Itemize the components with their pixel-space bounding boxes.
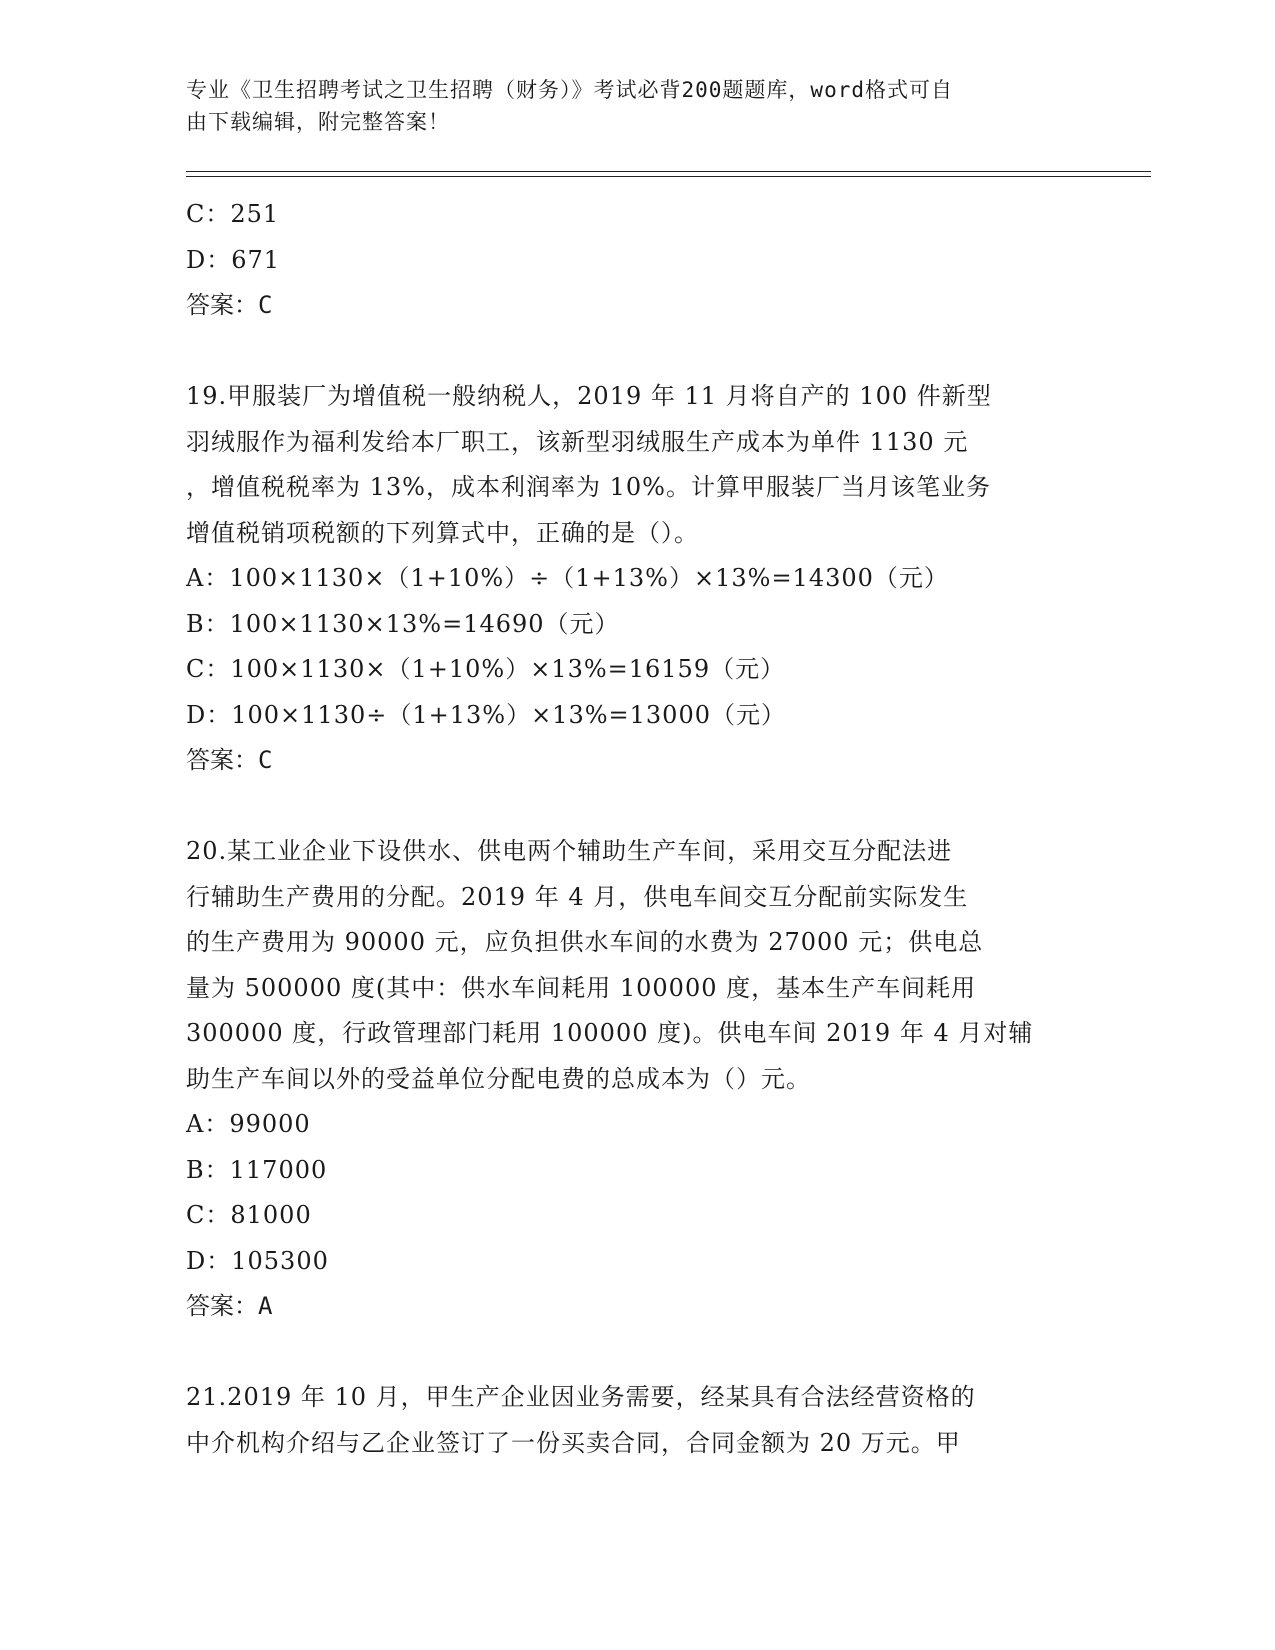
answer-line: 答案：A (186, 1292, 273, 1320)
question-text-line: 19.甲服装厂为增值税一般纳税人，2019 年 11 月将自产的 100 件新型 (186, 382, 992, 410)
question-21 (186, 1375, 1086, 1466)
option-c: C：81000 (186, 1201, 312, 1229)
answer-line: 答案：C (186, 746, 273, 774)
option-a: A：100×1130×（1+10%）÷（1+13%）×13%=14300（元） (186, 564, 949, 592)
option-d: D：671 (186, 245, 281, 274)
question-20 (186, 829, 1086, 1330)
question-text-line: 行辅助生产费用的分配。2019 年 4 月，供电车间交互分配前实际发生 (186, 882, 969, 911)
option-d: D：105300 (186, 1246, 329, 1275)
option-a: A：99000 (186, 1110, 311, 1138)
document-header (186, 74, 1066, 138)
spacer (186, 329, 1086, 375)
header-rule-top (186, 171, 1151, 172)
question-text-line: 的生产费用为 90000 元，应负担供水车间的水费为 27000 元；供电总 (186, 928, 984, 956)
header-line-2: 由下载编辑，附完整答案！ (186, 110, 450, 134)
spacer (186, 784, 1086, 830)
question-text-line: 量为 500000 度(其中：供水车间耗用 100000 度，基本生产车间耗用 (186, 973, 977, 1002)
option-c: C：100×1130×（1+10%）×13%=16159（元） (186, 655, 786, 683)
question-text-line: 21.2019 年 10 月，甲生产企业因业务需要，经某具有合法经营资格的 (186, 1383, 976, 1411)
question-text-line: 300000 度，行政管理部门耗用 100000 度)。供电车间 2019 年 4 月对辅 (186, 1019, 1034, 1047)
question-text-line: 中介机构介绍与乙企业签订了一份买卖合同，合同金额为 20 万元。甲 (186, 1428, 961, 1457)
question-text-line: ，增值税税率为 13%，成本利润率为 10%。计算甲服装厂当月该笔业务 (186, 473, 991, 501)
option-b: B：100×1130×13%=14690（元） (186, 609, 620, 638)
spacer (186, 1330, 1086, 1376)
question-text-line: 助生产车间以外的受益单位分配电费的总成本为（）元。 (186, 1064, 811, 1093)
option-b: B：117000 (186, 1155, 328, 1184)
option-c: C：251 (186, 200, 280, 228)
previous-question-tail (186, 192, 1086, 329)
question-text-line: 羽绒服作为福利发给本厂职工，该新型羽绒服生产成本为单件 1130 元 (186, 427, 969, 456)
header-line-1: 专业《卫生招聘考试之卫生招聘（财务）》考试必背200题题库，word格式可自 (186, 78, 953, 102)
question-content (186, 192, 1086, 1466)
question-19 (186, 374, 1086, 784)
option-d: D：100×1130÷（1+13%）×13%=13000（元） (186, 700, 786, 729)
header-rule-bottom (186, 176, 1151, 177)
answer-line: 答案：C (186, 291, 273, 319)
question-text-line: 20.某工业企业下设供水、供电两个辅助生产车间，采用交互分配法进 (186, 837, 953, 865)
question-text-line: 增值税销项税额的下列算式中，正确的是（）。 (186, 518, 699, 547)
